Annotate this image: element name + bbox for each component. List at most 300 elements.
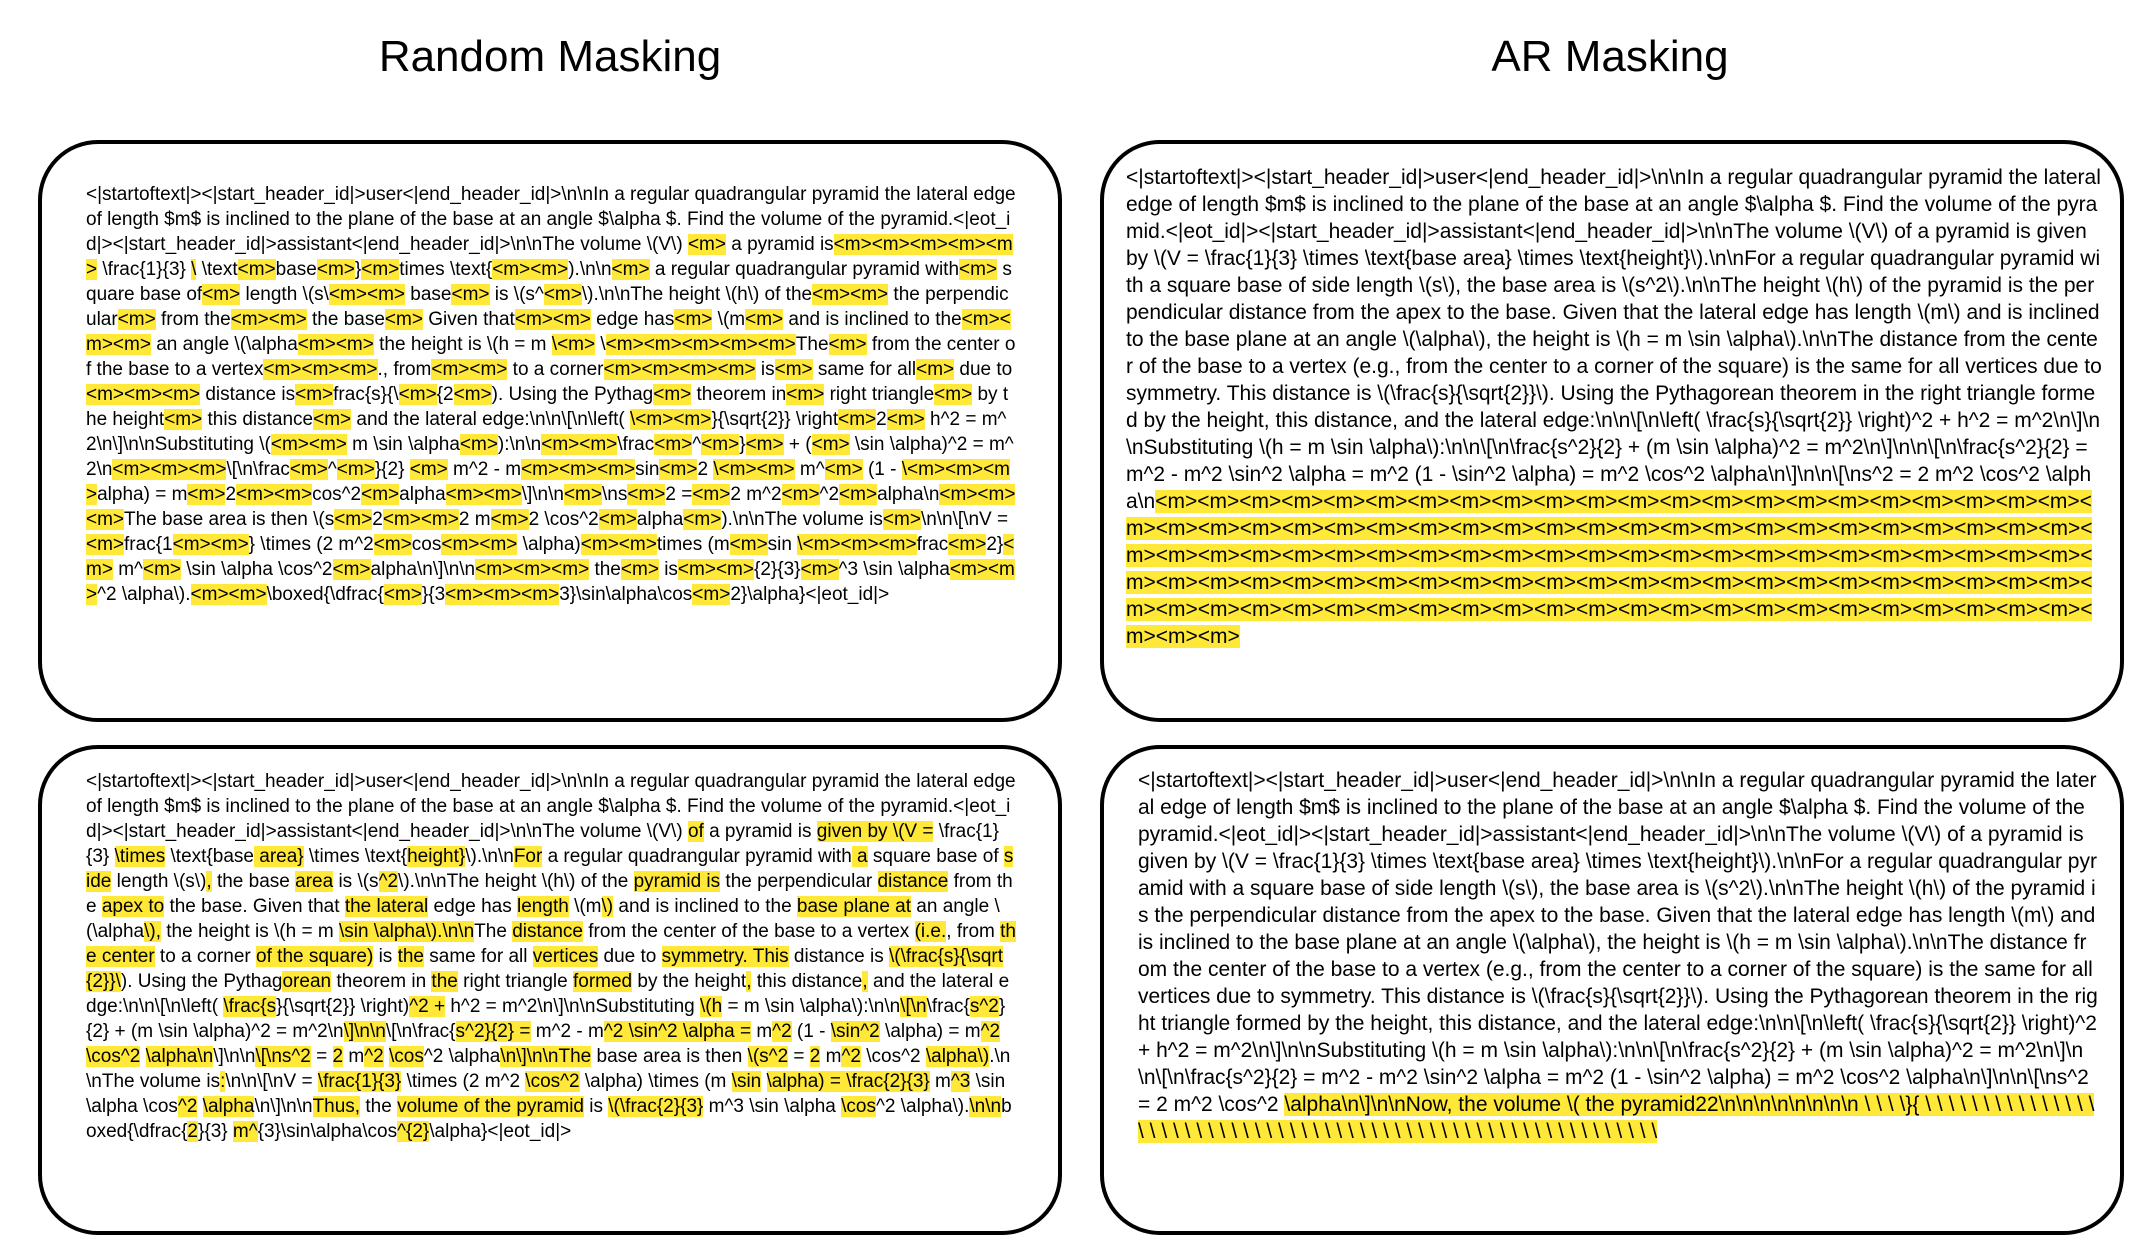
masked-token-span: <m> [674, 309, 713, 330]
masked-token-span: <m> [934, 384, 973, 405]
text-span: sin [635, 459, 660, 480]
text-span: \text{ [165, 846, 213, 867]
text-span: base area is then [591, 1046, 748, 1067]
text-span: and the lateral edge:\n\n\[\n\left( [86, 971, 1010, 1017]
masked-token-span: <m><m><m><m><m><m><m><m><m><m><m><m><m><m><m><m><m><m><m><m><m><m><m><m><m><m><m><m><m><m><m><m><m><m><m><m><m><m><m><m><m><m><m><m><m><m><m><m><m><m><m><m><m><m><m><m><m><m><m><m><m><m><m><m><m><m><m><m><m><m><m><m><m><m><m><m><m><m><m><m><m><m><m><m><m><m><m><m><m><m><m><m><m><m><m><m><m><m><m><m><m><m><m><m><m><m><m><m><m><m><m><m><m><m><m><m><m> [1126, 490, 2093, 648]
text-span: a pyramid is [725, 234, 834, 255]
masked-token-span: <m> [959, 259, 998, 280]
text-span: right triangle [457, 971, 573, 992]
text-span: due to [598, 946, 662, 967]
masked-token-span: <m> [316, 259, 355, 280]
masked-token-span: pyramid is [633, 871, 721, 892]
text-span: right triangle [824, 384, 935, 405]
text-span: m [343, 1046, 365, 1067]
text-span: ^ [327, 459, 337, 480]
text-span: this distance [751, 971, 863, 992]
masked-token-span: <m><m><m> [86, 384, 201, 405]
text-span: alpha\n [877, 484, 940, 505]
masked-token-span: <m><m> [541, 434, 618, 455]
text-span: same for all [424, 946, 533, 967]
text-span: alpha) = m [97, 484, 188, 505]
text-span: this distance [202, 409, 314, 430]
masked-token-span: <m><m><m><m><m> [605, 334, 796, 355]
masked-token-span: <m> [142, 559, 181, 580]
masked-token-span: \) [601, 896, 614, 917]
masked-token-span: \cos^2 [525, 1071, 580, 1092]
masked-token-span: : [220, 1071, 226, 1092]
text-span: and the lateral edge:\n\n\[\n\left( [351, 409, 631, 430]
text-span: ). Using the Pythag [491, 384, 654, 405]
masked-token-span: <m><m><m> [112, 459, 227, 480]
masked-token-span: <m> [948, 534, 987, 555]
text-span: is [373, 946, 398, 967]
text-span: (1 - [791, 1021, 831, 1042]
random-masking-panel-top [38, 140, 1062, 722]
text-span: m [929, 1071, 951, 1092]
masked-token-span: <m> [800, 559, 839, 580]
masked-token-span: <m><m> [382, 509, 459, 530]
masked-token-span: <m> [332, 559, 371, 580]
text-span: \[\n\frac{ [385, 1021, 456, 1042]
masked-token-span: ^{2} [397, 1121, 430, 1142]
masked-token-span: a [851, 846, 868, 867]
masked-token-span: <m> [361, 259, 400, 280]
text-span: \times (2 m^2 [401, 1071, 526, 1092]
masked-token-span: <m> [828, 334, 867, 355]
masked-token-span: ^2 [980, 1021, 1001, 1042]
masked-token-span: , [206, 871, 212, 892]
masked-token-span: \sin^2 [830, 1021, 880, 1042]
text-span: m^2 - m [530, 1021, 604, 1042]
text-span: \(m [712, 309, 746, 330]
text-span: m [820, 1046, 842, 1067]
text-span: the height is \(h = m [161, 921, 339, 942]
masked-token-span: 2 [332, 1046, 344, 1067]
text-span: 2 m [458, 509, 491, 530]
masked-token-span: <m><m> [514, 309, 591, 330]
text-span: ^3 \sin \alpha [838, 559, 950, 580]
text-span: + ( [783, 434, 812, 455]
masked-token-span: <m> [295, 384, 334, 405]
ar-masking-text-top [1126, 164, 2102, 650]
masked-token-span: <m> [361, 484, 400, 505]
masked-token-span: \times [114, 846, 166, 867]
masked-token-span: <m> [451, 284, 490, 305]
masked-token-span: <m> [164, 409, 203, 430]
masked-token-span: , [862, 971, 868, 992]
text-span: from the [86, 871, 1013, 917]
masked-token-span: apex to [101, 896, 165, 917]
masked-token-span: \(h [700, 996, 723, 1017]
text-span: <|startoftext|><|start_header_id|>user<|end_header_id|>\n\nIn a regular quadrangular pyramid the lateral edge of length $m$ is inclined to the plane of the base at an angle $\alpha $. Find the volume of the pyramid.<|eot_id|><|start_header_id|>assistant<|end_header_id|>\n\nThe volume \(V\) of a pyramid is given by \(V = \frac{1}{3} \times \text{base area} \times \text{height}\).\n\nFor a regular quadrangular pyramid with a square base of side length \(s\), the base area is \(s^2\).\n\nThe height \(h\) of the pyramid is the perpendicular distance from the apex to the base. Given that the lateral edge has length \(m\) and is inclined to the base plane at an angle \(\alpha\), the height is \(h = m \sin \alpha\).\n\nThe distance from the center of the base to a vertex (e.g., from the center to a corner of the square) is the same for all vertices due to symmetry. This distance is \(\frac{s}{\sqrt{2}}\). Using the Pythagorean theorem in the right triangle formed by the height, this distance, and the lateral edge:\n\n\[\n\left( \frac{s}{\sqrt{2}} \right)^2 + h^2 = m^2\n\]\n\nSubstituting \(h = m \sin \alpha\):\n\n\[\n\frac{s^2}{2} + (m \sin \alpha)^2 = m^2\n\]\n\n\[\n\frac{s^2}{2} = m^2 - m^2 \sin^2 \alpha = m^2 (1 - \sin^2 \alpha) = m^2 \cos^2 \alpha\n\]\n\n\[\ns^2 = 2 m^2 \cos^2 \alpha\n [1126, 166, 2102, 513]
masked-token-span: <m><m> [172, 534, 249, 555]
text-span: square base of [86, 259, 1012, 305]
text-span: is [658, 559, 678, 580]
masked-token-span: <m> [745, 309, 784, 330]
random-masking-text-bottom [86, 769, 1016, 1144]
text-span: .\n\nThe volume is [86, 1046, 1011, 1092]
masked-token-span: \sin [731, 1071, 762, 1092]
masked-token-span: <m> [653, 384, 692, 405]
text-span: m [751, 1021, 773, 1042]
text-span: , from [946, 921, 1001, 942]
masked-token-span: <m><m><m> [475, 559, 590, 580]
masked-token-span: \alpha) = \frac{2}{3} [766, 1071, 930, 1092]
text-span: ^2 [819, 484, 840, 505]
masked-token-span: <m> [687, 234, 726, 255]
text-span: } [354, 259, 362, 280]
masked-token-span: <m> [745, 434, 784, 455]
masked-token-span: \frac{1}{3} [317, 1071, 402, 1092]
text-span: alpha [399, 484, 446, 505]
text-span: base [275, 259, 317, 280]
masked-token-span: \cos [388, 1046, 424, 1067]
masked-token-span: volume of the pyramid [397, 1096, 584, 1117]
text-span: = m \sin \alpha\):\n\n [722, 996, 901, 1017]
masked-token-span: \[\ns [255, 1046, 292, 1067]
text-span: and is inclined to the [783, 309, 962, 330]
text-span: edge has [428, 896, 518, 917]
masked-token-span: distance [877, 871, 949, 892]
ar-masking-panel-bottom [1100, 745, 2124, 1235]
masked-token-span: <m><m> [445, 484, 522, 505]
masked-token-span: <m> [620, 559, 659, 580]
masked-token-span: <m> [459, 434, 498, 455]
masked-token-span: ^2 \sin^2 \alpha = [603, 1021, 752, 1042]
text-span: Given that [422, 309, 515, 330]
masked-token-span: <m> [383, 584, 422, 605]
masked-token-span: the center [86, 921, 1016, 967]
text-span: boxed{\dfrac{ [86, 1096, 1012, 1142]
text-span: \cos^2 [860, 1046, 926, 1067]
text-span: {2 [436, 384, 454, 405]
masked-token-span: \]\n\n [343, 1021, 386, 1042]
masked-token-span: <m><m><m> [86, 309, 1011, 355]
text-span: \[\n\frac [226, 459, 290, 480]
text-span: h^2 = m^2\n\]\n\nSubstituting [445, 996, 701, 1017]
masked-token-span: \<m> [551, 334, 596, 355]
text-span: \).\n\n [465, 846, 514, 867]
text-span: ^3 \sin \alpha [724, 1096, 842, 1117]
text-span: edge has [590, 309, 675, 330]
text-span: }{3} [198, 1121, 233, 1142]
masked-token-span: symmetry. This [661, 946, 789, 967]
text-span: \frac{1}{3} [86, 821, 999, 867]
text-span: \).\n\nThe height \(h\) of the [398, 871, 634, 892]
text-span: } \times (2 m^2 [248, 534, 374, 555]
masked-token-span: <m> [692, 584, 731, 605]
text-span: the height is \(h = m [373, 334, 552, 355]
text-span: \text [196, 259, 238, 280]
text-span [140, 1046, 145, 1067]
masked-token-span: s^2}{2} = [455, 1021, 531, 1042]
text-span: base [405, 284, 452, 305]
text-span: a pyramid is [703, 821, 817, 842]
masked-token-span: s^2 [969, 996, 999, 1017]
masked-token-span: <m><m> [230, 309, 307, 330]
masked-token-span: side [86, 846, 1014, 892]
masked-token-span: <m> [117, 309, 156, 330]
text-span: \boxed{\dfrac{ [266, 584, 384, 605]
masked-token-span: area} [253, 846, 304, 867]
masked-token-span: \alpha\n\]\n\nNow, the volume \( the pyramid22\n\n\n\n\n\n\n\n \ \ \ \}{ \ \ \ \ \ \ \ \ \ \ \ \ \ \ \ \ \ \ \ \ \ \ \ \ \ \ \ \ \ \ \ \ \ \ \ \ \ \ \ \ \ \ \ \ \ \ \ \ \ \ \ \ \ \ \ \ \ \ \ \ [1138, 1093, 2095, 1143]
masked-token-span: <m><m> [236, 484, 313, 505]
masked-token-span: \alpha\n [145, 1046, 214, 1067]
masked-token-span: ^2 [364, 1046, 384, 1067]
text-span: ^2 \alpha\). [97, 584, 191, 605]
text-span: an angle \(\alpha [86, 896, 1000, 942]
text-span: same for all [812, 359, 917, 380]
masked-token-span: <m> [490, 509, 529, 530]
text-span: ^2 \alpha\). [875, 1096, 970, 1117]
masked-token-span: <m> [811, 434, 850, 455]
text-span: ). Using the Pythag [120, 971, 283, 992]
text-span: ., from [377, 359, 432, 380]
text-span: to a corner [154, 946, 257, 967]
masked-token-span: \<m><m><m> [86, 459, 1011, 505]
masked-token-span: \alpha\) [925, 1046, 990, 1067]
text-span: The [795, 334, 829, 355]
masked-token-span: <m> [313, 409, 352, 430]
text-span: is \(s [333, 871, 379, 892]
masked-token-span: the lateral [344, 896, 429, 917]
text-span: to a corner [507, 359, 604, 380]
masked-token-span: <m><m> [86, 559, 1015, 605]
text-span: a regular quadrangular pyramid with [542, 846, 852, 867]
masked-token-span: <m> [692, 484, 731, 505]
masked-token-span: <m> [701, 434, 740, 455]
masked-token-span: <m> [598, 509, 637, 530]
text-span: {2}{3} [753, 559, 801, 580]
text-span: the [589, 559, 621, 580]
masked-token-span: <m> [289, 459, 328, 480]
text-span: the base [306, 309, 385, 330]
masked-token-span: <m> [781, 484, 820, 505]
text-span: alpha [636, 509, 684, 530]
masked-token-span: <m> [729, 534, 768, 555]
text-span: }{\sqrt{2}} \right [711, 409, 839, 430]
masked-token-span: of [687, 821, 704, 842]
masked-token-span: <m> [886, 409, 925, 430]
masked-token-span: <m><m> [270, 434, 347, 455]
text-span: square base of [867, 846, 1004, 867]
masked-token-span: ^3 [950, 1071, 971, 1092]
random-masking-panel-bottom [38, 745, 1062, 1235]
masked-token-span: <m><m> [297, 334, 374, 355]
masked-token-span: <m><m> [812, 284, 889, 305]
masked-token-span: <m> [373, 534, 412, 555]
text-span: \alpha) \times (m [579, 1071, 732, 1092]
text-span: \alpha) = m [879, 1021, 981, 1042]
text-span: is \(s^ [489, 284, 544, 305]
text-span: the [360, 1096, 398, 1117]
masked-token-span: <m> [839, 484, 878, 505]
text-span: \n\n\[\nV = [225, 1071, 318, 1092]
text-span: \ [595, 334, 606, 355]
masked-token-span: <m> [398, 384, 437, 405]
masked-token-span: formed [572, 971, 633, 992]
text-span: \]\n\n [521, 484, 564, 505]
text-span: \n\]\n\n [254, 1096, 313, 1117]
masked-token-span: <m><m> [580, 534, 657, 555]
text-span: h^2 = m^2\n\]\n\nSubstituting \( [86, 409, 1007, 455]
masked-token-span: <m> [683, 509, 722, 530]
masked-token-span: \n\n [969, 1096, 1002, 1117]
text-span: \sin \alpha)^2 = m^2\n [86, 434, 1014, 480]
masked-token-span: <m><m><m><m><m> [86, 234, 1013, 280]
text-span: \times \text{ [303, 846, 408, 867]
text-span: m [703, 1096, 725, 1117]
text-span: m^ [112, 559, 143, 580]
masked-token-span: length [517, 896, 569, 917]
text-span: \n\n\[\nV = [920, 509, 1009, 530]
masked-token-span: <m> [202, 284, 241, 305]
masked-token-span: <m> [86, 534, 125, 555]
masked-token-span: <m> [916, 359, 955, 380]
masked-token-span: (i.e. [914, 921, 947, 942]
text-span: \frac{ [926, 996, 970, 1017]
masked-token-span: area [295, 871, 334, 892]
text-span: the base. Given that [164, 896, 345, 917]
masked-token-span: \cos^2 [86, 1046, 141, 1067]
text-span: distance is [788, 946, 889, 967]
text-span: <|startoftext|><|start_header_id|>user<|end_header_id|>\n\nIn a regular quadrangular pyramid the lateral edge of length $m$ is inclined to the plane of the base at an angle $\alpha $. Find the volume of the pyramid.<|eot_id|><|start_header_id|>assistant<|end_header_id|>\n\nThe volume \(V\) [86, 184, 1016, 255]
masked-token-span: <m> [409, 459, 448, 480]
ar-masking-title: AR Masking [1491, 32, 1729, 81]
masked-token-span: distance [512, 921, 583, 942]
masked-token-span: Thus, [312, 1096, 361, 1117]
masked-token-span: <m> [187, 484, 226, 505]
masked-token-span: ^2 [841, 1046, 861, 1067]
masked-token-span: <m><m><m><m> [603, 359, 756, 380]
masked-token-span: <m><m><m> [521, 459, 636, 480]
masked-token-span: the [431, 971, 458, 992]
masked-token-span: base plane at [796, 896, 912, 917]
masked-token-span: \sin \alpha\).\n\n [338, 921, 475, 942]
text-span: is [755, 359, 775, 380]
text-span: a regular quadrangular pyramid with [649, 259, 960, 280]
masked-token-span: <m> [627, 484, 666, 505]
text-span: theorem in [331, 971, 432, 992]
masked-token-span: <m> [611, 259, 650, 280]
text-span: from the center of the base to a vertex [582, 921, 915, 942]
text-span: }{3 [421, 584, 446, 605]
masked-token-span: <m><m> [328, 284, 405, 305]
masked-token-span: m^ [232, 1121, 258, 1142]
masked-token-span: \alpha [202, 1096, 255, 1117]
masked-token-span: \<m><m> [630, 409, 712, 430]
masked-token-span: <m> [654, 434, 693, 455]
masked-token-span: \(\frac{s}{\sqrt{2}}\ [86, 946, 1004, 992]
masked-token-span: <m><m> [441, 534, 518, 555]
text-span: }{2} [374, 459, 410, 480]
masked-token-span: ^2 + [409, 996, 446, 1017]
masked-token-span: of the square) [256, 946, 374, 967]
text-span: ).\n\nThe volume is [721, 509, 883, 530]
masked-token-span: \<m><m><m> [797, 534, 917, 555]
text-span: from the center of the base to a vertex [86, 334, 1016, 380]
text-span: 2 [372, 509, 383, 530]
masked-token-span: <m> [334, 509, 373, 530]
masked-token-span: orean [282, 971, 332, 992]
text-span: 2 m^2 [730, 484, 782, 505]
text-span: times (m [656, 534, 730, 555]
text-span: }{\sqrt{2}} \right) [276, 996, 410, 1017]
text-span: }{2} + (m \sin \alpha)^2 = m^2\n [86, 996, 1006, 1042]
masked-token-span: \cos [841, 1096, 876, 1117]
text-span: an angle \(\alpha [150, 334, 298, 355]
masked-token-span: 2 [809, 1046, 821, 1067]
masked-token-span: <m> [774, 359, 813, 380]
masked-token-span: <m> [838, 409, 877, 430]
ar-masking-text-bottom [1138, 767, 2098, 1145]
text-span: = [310, 1046, 333, 1067]
text-span: cos^2 [312, 484, 362, 505]
text-span: ^ [692, 434, 702, 455]
text-span: alpha\n\]\n\n [370, 559, 476, 580]
masked-token-span: <m> [882, 509, 921, 530]
text-span: the base [211, 871, 296, 892]
text-span: sin [767, 534, 798, 555]
text-span: \frac{1}{3} [97, 259, 192, 280]
text-span: ^2 \alpha [423, 1046, 501, 1067]
text-span: ):\n\n [497, 434, 542, 455]
text-span: \frac [617, 434, 655, 455]
text-span: ).\n\n [568, 259, 612, 280]
text-span: 2 = [665, 484, 693, 505]
masked-token-span: \n\]\n\nThe [500, 1046, 592, 1067]
text-span: \alpha}<|eot_id|> [429, 1121, 572, 1142]
text-span: frac{s}{\ [333, 384, 399, 405]
text-span [761, 1071, 766, 1092]
text-span: <|startoftext|><|start_header_id|>user<|end_header_id|>\n\nIn a regular quadrangular pyramid the lateral edge of length $m$ is inclined to the plane of the base at an angle $\alpha $. Find the volume of the pyramid.<|eot_id|><|start_header_id|>assistant<|end_header_id|>\n\nThe volume \(V\) of a pyramid is given by \(V = \frac{1}{3} \times \text{base area} \times \text{height}\).\n\nFor a regular quadrangular pyramid with a square base of side length \(s\), the base area is \(s^2\).\n\nThe height \(h\) of the pyramid is the perpendicular distance from the apex to the base. Given that the lateral edge has length \(m\) and is inclined to the base plane at an angle \(\alpha\), the height is \(h = m \sin \alpha\).\n\nThe distance from the center of the base to a vertex (e.g., from the center to a corner of the square) is the same for all vertices due to symmetry. This distance is \(\frac{s}{\sqrt{2}}\). Using the Pythagorean theorem in the right triangle formed by the height, this distance, and the lateral edge:\n\n\[\n\left( \frac{s}{\sqrt{2}} \right)^2 + h^2 = m^2\n\]\n\nSubstituting \(h = m \sin \alpha\):\n\n\[\n\frac{s^2}{2} + (m \sin \alpha)^2 = m^2\n\]\n\n\[\n\frac{s^2}{2} = m^2 - m^2 \sin^2 \alpha = m^2 (1 - \sin^2 \alpha) = m^2 \cos^2 \alpha\n\]\n\n\[\ns^2 = 2 m^2 \cos^2 [1138, 769, 2098, 1116]
text-span: 2 [876, 409, 887, 430]
masked-token-span: height} [407, 846, 466, 867]
masked-token-span: \(\frac{2}{3} [608, 1096, 704, 1117]
masked-token-span: <m> [786, 384, 825, 405]
random-masking-title: Random Masking [378, 32, 722, 81]
text-span: the perpendicular [720, 871, 878, 892]
masked-token-span: \frac{s [223, 996, 277, 1017]
masked-token-span: \<m><m> [713, 459, 795, 480]
masked-token-span: ^2 [291, 1046, 311, 1067]
text-span: \(m [568, 896, 602, 917]
text-span: distance is [200, 384, 296, 405]
text-span: \sin \alpha \cos^2 [181, 559, 333, 580]
masked-token-span: <m><m> [677, 559, 754, 580]
text-span: the perpendicular [86, 284, 1009, 330]
masked-token-span: <m><m> [431, 359, 508, 380]
text-span: \sin \alpha \cos [86, 1071, 1006, 1117]
text-span: 2 [697, 459, 714, 480]
masked-token-span: For [513, 846, 543, 867]
text-span: 2}\alpha}<|eot_id|> [730, 584, 890, 605]
masked-token-span: 2 [187, 1121, 198, 1142]
masked-token-span: , [746, 971, 752, 992]
text-span: \ns [601, 484, 628, 505]
text-span: from the [155, 309, 231, 330]
masked-token-span: <m> [563, 484, 602, 505]
text-span: The [474, 921, 513, 942]
text-span: is [584, 1096, 609, 1117]
text-span: theorem in [691, 384, 787, 405]
text-span: frac{1 [124, 534, 173, 555]
text-span: The base area is then \(s [124, 509, 335, 530]
ar-masking-panel-top [1100, 140, 2124, 722]
masked-token-span: <m><m><m> [445, 584, 560, 605]
masked-token-span: <m> [659, 459, 698, 480]
text-span: due to [954, 359, 1013, 380]
